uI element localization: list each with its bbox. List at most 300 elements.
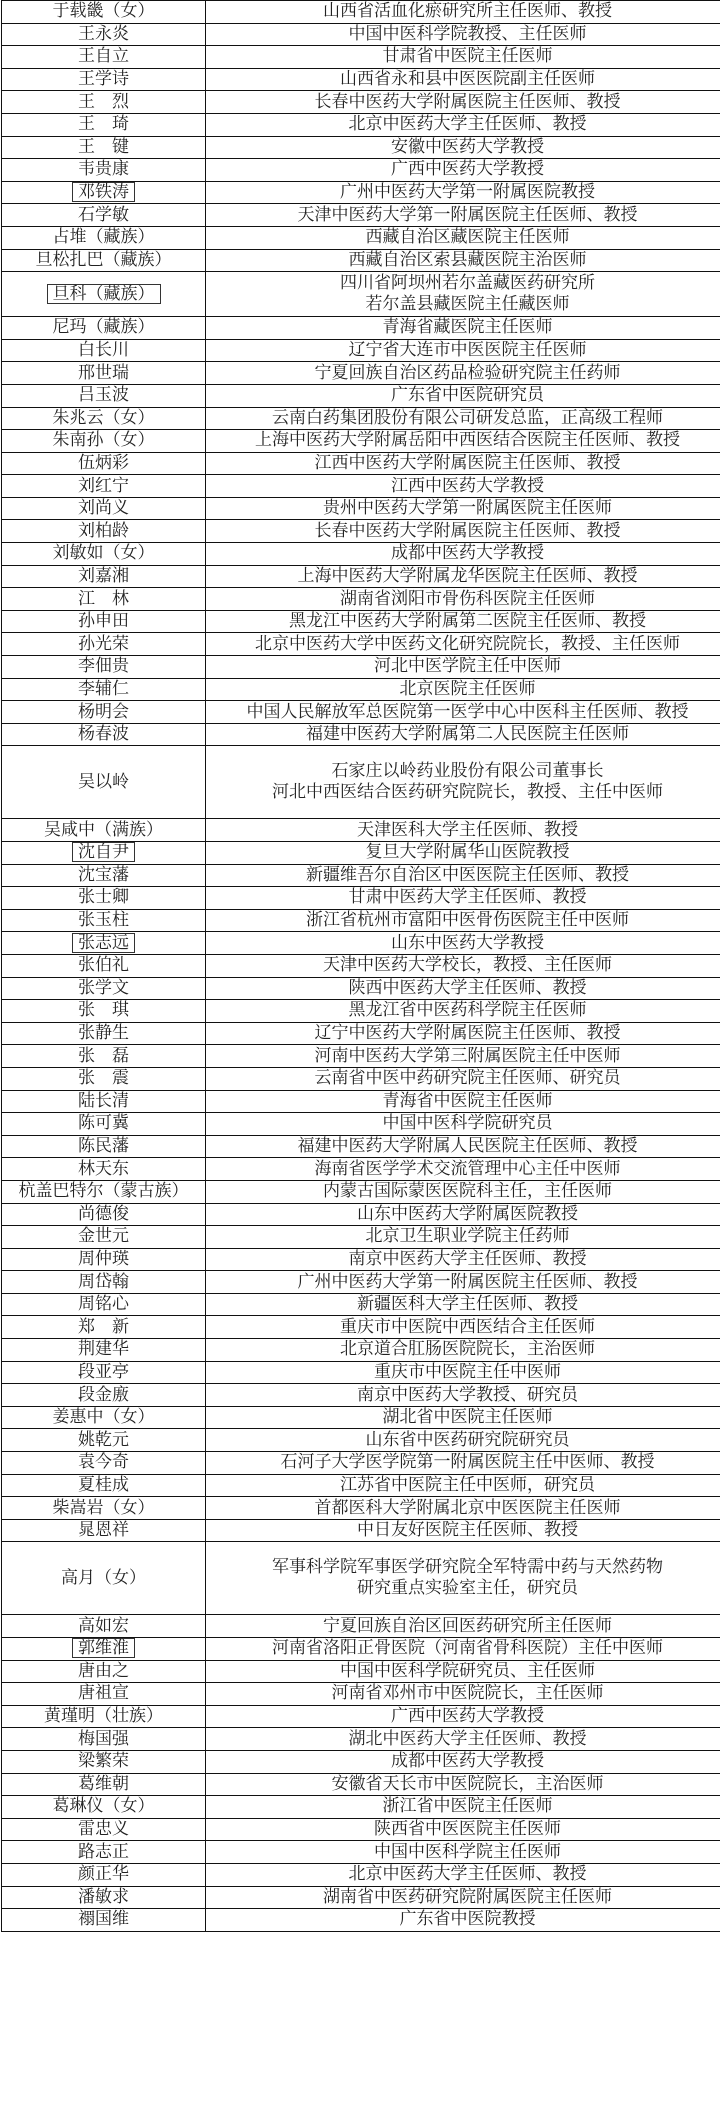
affiliation-line: 南京中医药大学主任医师、教授 xyxy=(348,1248,587,1269)
person-name: 张 琪 xyxy=(78,1000,129,1021)
person-name: 姜惠中（女） xyxy=(52,1407,155,1428)
person-name: 张志远 xyxy=(72,933,135,953)
affiliation-line: 广东省中医院教授 xyxy=(399,1909,536,1930)
affiliation-cell xyxy=(206,159,720,182)
person-name: 潘敏求 xyxy=(78,1886,129,1907)
affiliation-line: 山东省中医药研究院研究员 xyxy=(365,1429,570,1450)
name-cell xyxy=(2,543,206,566)
table-row xyxy=(2,1452,720,1475)
affiliation-line: 山东中医药大学附属医院教授 xyxy=(357,1203,578,1224)
table-row xyxy=(2,678,720,701)
table-row xyxy=(2,1728,720,1751)
affiliation-line: 研究重点实验室主任，研究员 xyxy=(357,1578,578,1599)
person-name: 旦科（藏族） xyxy=(47,284,161,304)
affiliation-cell xyxy=(206,181,720,204)
name-cell xyxy=(2,819,206,842)
affiliation-line: 陕西省中医医院主任医师 xyxy=(374,1819,561,1840)
affiliation-line: 江西中医药大学教授 xyxy=(391,475,544,496)
table-row xyxy=(2,1067,720,1090)
person-name: 孙光荣 xyxy=(78,633,129,654)
person-name: 梅国强 xyxy=(78,1728,129,1749)
person-name: 占堆（藏族） xyxy=(52,227,155,248)
table-row xyxy=(2,362,720,385)
name-cell xyxy=(2,497,206,520)
table-row xyxy=(2,932,720,955)
person-name: 旦松扎巴（藏族） xyxy=(35,249,172,270)
name-cell xyxy=(2,520,206,543)
table-row xyxy=(2,407,720,430)
affiliation-cell xyxy=(206,249,720,272)
person-name: 张玉柱 xyxy=(78,910,129,931)
name-cell xyxy=(2,1180,206,1203)
name-cell xyxy=(2,1542,206,1615)
affiliation-cell xyxy=(206,954,720,977)
name-cell xyxy=(2,1796,206,1819)
name-cell xyxy=(2,746,206,819)
name-cell xyxy=(2,1429,206,1452)
affiliation-line: 北京中医药大学中医药文化研究院院长，教授、主任医师 xyxy=(255,633,680,654)
table-row xyxy=(2,1406,720,1429)
affiliation-cell xyxy=(206,1248,720,1271)
person-name: 袁今奇 xyxy=(78,1452,129,1473)
affiliation-cell xyxy=(206,1045,720,1068)
affiliation-cell xyxy=(206,1638,720,1661)
affiliation-line: 四川省阿坝州若尔盖藏医药研究所 xyxy=(340,273,595,294)
affiliation-line: 青海省中医院主任医师 xyxy=(382,1090,553,1111)
affiliation-line: 重庆市中医院中西医结合主任医师 xyxy=(340,1316,595,1337)
affiliation-cell xyxy=(206,272,720,317)
person-name: 夏桂成 xyxy=(78,1474,129,1495)
affiliation-cell xyxy=(206,1886,720,1909)
affiliation-line: 成都中医药大学教授 xyxy=(391,1751,544,1772)
person-name: 金世元 xyxy=(78,1226,129,1247)
affiliation-line: 石家庄以岭药业股份有限公司董事长 xyxy=(331,761,604,782)
affiliation-cell xyxy=(206,656,720,679)
affiliation-line: 湖南省中医药研究院附属医院主任医师 xyxy=(323,1886,612,1907)
name-cell xyxy=(2,452,206,475)
name-cell xyxy=(2,1474,206,1497)
name-cell xyxy=(2,1705,206,1728)
affiliation-line: 重庆市中医院主任中医师 xyxy=(374,1361,561,1382)
person-name: 尼玛（藏族） xyxy=(52,317,155,338)
person-name: 石学敏 xyxy=(78,204,129,225)
affiliation-line: 湖北中医药大学主任医师、教授 xyxy=(348,1728,587,1749)
table-row xyxy=(2,159,720,182)
award-list-table xyxy=(1,0,720,1932)
name-cell xyxy=(2,954,206,977)
person-name: 吴以岭 xyxy=(78,771,129,792)
person-name: 刘敏如（女） xyxy=(52,543,155,564)
table-row xyxy=(2,1339,720,1362)
table-row xyxy=(2,1474,720,1497)
affiliation-cell xyxy=(206,317,720,340)
table-row xyxy=(2,113,720,136)
person-name: 刘嘉湘 xyxy=(78,565,129,586)
name-cell xyxy=(2,1886,206,1909)
affiliation-line: 安徽省天长市中医院院长，主治医师 xyxy=(331,1773,604,1794)
affiliation-cell xyxy=(206,1728,720,1751)
person-name: 吕玉波 xyxy=(78,385,129,406)
name-cell xyxy=(2,864,206,887)
affiliation-cell xyxy=(206,1452,720,1475)
affiliation-line: 广州中医药大学第一附属医院教授 xyxy=(340,182,595,203)
table-row xyxy=(2,633,720,656)
name-cell xyxy=(2,909,206,932)
table-row xyxy=(2,384,720,407)
table-row xyxy=(2,1113,720,1136)
affiliation-cell xyxy=(206,1683,720,1706)
person-name: 杨明会 xyxy=(78,701,129,722)
affiliation-cell xyxy=(206,384,720,407)
affiliation-line: 中国中医科学院研究员 xyxy=(382,1113,553,1134)
table-row xyxy=(2,977,720,1000)
name-cell xyxy=(2,339,206,362)
person-name: 杭盖巴特尔（蒙古族） xyxy=(18,1181,189,1202)
affiliation-line: 河南中医药大学第三附属医院主任中医师 xyxy=(314,1045,621,1066)
affiliation-line: 宁夏回族自治区药品检验研究院主任药师 xyxy=(314,362,621,383)
affiliation-cell xyxy=(206,1022,720,1045)
affiliation-cell xyxy=(206,1384,720,1407)
table-row xyxy=(2,1638,720,1661)
affiliation-line: 军事科学院军事医学研究院全军特需中药与天然药物 xyxy=(272,1557,663,1578)
affiliation-cell xyxy=(206,1818,720,1841)
name-cell xyxy=(2,1773,206,1796)
affiliation-cell xyxy=(206,1841,720,1864)
table-row xyxy=(2,1,720,24)
affiliation-line: 成都中医药大学教授 xyxy=(391,543,544,564)
affiliation-cell xyxy=(206,68,720,91)
name-cell xyxy=(2,1361,206,1384)
name-cell xyxy=(2,136,206,159)
affiliation-cell xyxy=(206,1429,720,1452)
table-row xyxy=(2,1909,720,1932)
affiliation-cell xyxy=(206,1660,720,1683)
table-row xyxy=(2,46,720,69)
person-name: 朱南孙（女） xyxy=(52,430,155,451)
table-row xyxy=(2,723,720,746)
table-row xyxy=(2,1773,720,1796)
person-name: 王自立 xyxy=(78,46,129,67)
name-cell xyxy=(2,977,206,1000)
table-row xyxy=(2,1818,720,1841)
person-name: 沈宝藩 xyxy=(78,864,129,885)
affiliation-cell xyxy=(206,610,720,633)
affiliation-line: 山西省永和县中医医院副主任医师 xyxy=(340,69,595,90)
affiliation-line: 辽宁省大连市中医医院主任医师 xyxy=(348,340,587,361)
name-cell xyxy=(2,113,206,136)
affiliation-line: 宁夏回族自治区回医药研究所主任医师 xyxy=(323,1615,612,1636)
name-cell xyxy=(2,1728,206,1751)
name-cell xyxy=(2,1113,206,1136)
person-name: 姚乾元 xyxy=(78,1429,129,1450)
table-row xyxy=(2,1841,720,1864)
table-row xyxy=(2,91,720,114)
affiliation-line: 河北中西医结合医药研究院院长，教授、主任中医师 xyxy=(272,782,663,803)
person-name: 陈民藩 xyxy=(78,1136,129,1157)
person-name: 王学诗 xyxy=(78,69,129,90)
name-cell xyxy=(2,91,206,114)
affiliation-line: 新疆医科大学主任医师、教授 xyxy=(357,1294,578,1315)
name-cell xyxy=(2,181,206,204)
name-cell xyxy=(2,1248,206,1271)
person-name: 张 震 xyxy=(78,1068,129,1089)
affiliation-cell xyxy=(206,1909,720,1932)
affiliation-line: 浙江省杭州市富阳中医骨伤医院主任中医师 xyxy=(306,910,629,931)
name-cell xyxy=(2,1841,206,1864)
table-row xyxy=(2,475,720,498)
affiliation-line: 辽宁中医药大学附属医院主任医师、教授 xyxy=(314,1023,621,1044)
affiliation-line: 江西中医药大学附属医院主任医师、教授 xyxy=(314,452,621,473)
table-row xyxy=(2,23,720,46)
person-name: 江 林 xyxy=(78,588,129,609)
person-name: 颜正华 xyxy=(78,1864,129,1885)
name-cell xyxy=(2,249,206,272)
name-cell xyxy=(2,1158,206,1181)
affiliation-line: 湖南省浏阳市骨伤科医院主任医师 xyxy=(340,588,595,609)
affiliation-line: 天津中医药大学第一附属医院主任医师、教授 xyxy=(297,204,638,225)
person-name: 郭维淮 xyxy=(72,1638,135,1658)
name-cell xyxy=(2,226,206,249)
affiliation-cell xyxy=(206,339,720,362)
table-row xyxy=(2,1045,720,1068)
person-name: 尚德俊 xyxy=(78,1203,129,1224)
affiliation-cell xyxy=(206,1293,720,1316)
affiliation-cell xyxy=(206,633,720,656)
affiliation-cell xyxy=(206,1863,720,1886)
affiliation-cell xyxy=(206,565,720,588)
person-name: 周仲瑛 xyxy=(78,1248,129,1269)
table-row xyxy=(2,226,720,249)
person-name: 李辅仁 xyxy=(78,678,129,699)
person-name: 王 烈 xyxy=(78,91,129,112)
table-row xyxy=(2,1429,720,1452)
table-row xyxy=(2,272,720,317)
affiliation-cell xyxy=(206,362,720,385)
person-name: 周岱翰 xyxy=(78,1271,129,1292)
affiliation-cell xyxy=(206,746,720,819)
affiliation-line: 若尔盖县藏医院主任藏医师 xyxy=(365,294,570,315)
table-row xyxy=(2,819,720,842)
affiliation-line: 北京道合肛肠医院院长，主治医师 xyxy=(340,1339,595,1360)
person-name: 高如宏 xyxy=(78,1615,129,1636)
affiliation-cell xyxy=(206,1158,720,1181)
name-cell xyxy=(2,68,206,91)
affiliation-line: 山东中医药大学教授 xyxy=(391,932,544,953)
affiliation-line: 黑龙江中医药大学附属第二医院主任医师、教授 xyxy=(289,611,646,632)
table-row xyxy=(2,954,720,977)
affiliation-cell xyxy=(206,1339,720,1362)
name-cell xyxy=(2,588,206,611)
affiliation-line: 广西中医药大学教授 xyxy=(391,1706,544,1727)
affiliation-line: 福建中医药大学附属第二人民医院主任医师 xyxy=(306,724,629,745)
affiliation-cell xyxy=(206,1271,720,1294)
person-name: 于载畿（女） xyxy=(52,1,155,22)
affiliation-cell xyxy=(206,1615,720,1638)
person-name: 孙申田 xyxy=(78,611,129,632)
name-cell xyxy=(2,1818,206,1841)
person-name: 段亚亭 xyxy=(78,1361,129,1382)
name-cell xyxy=(2,23,206,46)
affiliation-cell xyxy=(206,452,720,475)
affiliation-cell xyxy=(206,226,720,249)
person-name: 刘红宁 xyxy=(78,475,129,496)
name-cell xyxy=(2,701,206,724)
table-row xyxy=(2,1886,720,1909)
person-name: 唐祖宣 xyxy=(78,1683,129,1704)
person-name: 张静生 xyxy=(78,1023,129,1044)
person-name: 邓铁涛 xyxy=(72,182,135,202)
affiliation-cell xyxy=(206,887,720,910)
affiliation-line: 甘肃中医药大学主任医师、教授 xyxy=(348,887,587,908)
name-cell xyxy=(2,1045,206,1068)
affiliation-cell xyxy=(206,588,720,611)
table-row xyxy=(2,1542,720,1615)
table-row xyxy=(2,1203,720,1226)
affiliation-cell xyxy=(206,1067,720,1090)
affiliation-cell xyxy=(206,136,720,159)
affiliation-cell xyxy=(206,1,720,24)
name-cell xyxy=(2,1750,206,1773)
person-name: 朱兆云（女） xyxy=(52,407,155,428)
name-cell xyxy=(2,1615,206,1638)
table-row xyxy=(2,1361,720,1384)
affiliation-line: 广州中医药大学第一附属医院主任医师、教授 xyxy=(297,1271,638,1292)
affiliation-line: 云南白药集团股份有限公司研发总监，正高级工程师 xyxy=(272,407,663,428)
table-row xyxy=(2,452,720,475)
affiliation-cell xyxy=(206,1000,720,1023)
person-name: 路志正 xyxy=(78,1841,129,1862)
name-cell xyxy=(2,633,206,656)
person-name: 王 琦 xyxy=(78,114,129,135)
table-row xyxy=(2,1180,720,1203)
name-cell xyxy=(2,1000,206,1023)
table-row xyxy=(2,1022,720,1045)
person-name: 张士卿 xyxy=(78,887,129,908)
affiliation-line: 天津中医药大学校长，教授、主任医师 xyxy=(323,955,612,976)
person-name: 王 键 xyxy=(78,136,129,157)
affiliation-line: 山西省活血化瘀研究所主任医师、教授 xyxy=(323,1,612,22)
table-row xyxy=(2,1293,720,1316)
table-row xyxy=(2,181,720,204)
person-name: 陈可冀 xyxy=(78,1113,129,1134)
person-name: 梁繁荣 xyxy=(78,1751,129,1772)
name-cell xyxy=(2,1067,206,1090)
person-name: 邢世瑞 xyxy=(78,362,129,383)
affiliation-line: 北京中医药大学主任医师、教授 xyxy=(348,1864,587,1885)
person-name: 林天东 xyxy=(78,1158,129,1179)
table-row xyxy=(2,588,720,611)
name-cell xyxy=(2,565,206,588)
affiliation-cell xyxy=(206,1113,720,1136)
affiliation-cell xyxy=(206,543,720,566)
name-cell xyxy=(2,1519,206,1542)
affiliation-line: 贵州中医药大学第一附属医院主任医师 xyxy=(323,498,612,519)
affiliation-cell xyxy=(206,407,720,430)
affiliation-cell xyxy=(206,91,720,114)
affiliation-cell xyxy=(206,1203,720,1226)
person-name: 李佃贵 xyxy=(78,656,129,677)
person-name: 杨春波 xyxy=(78,724,129,745)
name-cell xyxy=(2,1226,206,1249)
affiliation-line: 北京卫生职业学院主任药师 xyxy=(365,1226,570,1247)
affiliation-cell xyxy=(206,932,720,955)
affiliation-cell xyxy=(206,46,720,69)
name-cell xyxy=(2,475,206,498)
person-name: 陆长清 xyxy=(78,1090,129,1111)
affiliation-line: 黑龙江省中医药科学院主任医师 xyxy=(348,1000,587,1021)
person-name: 沈自尹 xyxy=(72,842,135,862)
affiliation-line: 首都医科大学附属北京中医医院主任医师 xyxy=(314,1497,621,1518)
name-cell xyxy=(2,204,206,227)
person-name: 黄瑾明（壮族） xyxy=(44,1706,163,1727)
affiliation-line: 南京中医药大学教授、研究员 xyxy=(357,1384,578,1405)
affiliation-line: 云南省中医中药研究院主任医师、研究员 xyxy=(314,1068,621,1089)
name-cell xyxy=(2,1022,206,1045)
affiliation-line: 江苏省中医院主任中医师，研究员 xyxy=(340,1474,595,1495)
table-row xyxy=(2,520,720,543)
name-cell xyxy=(2,1683,206,1706)
table-row xyxy=(2,497,720,520)
table-row xyxy=(2,1750,720,1773)
table-row xyxy=(2,1000,720,1023)
affiliation-line: 西藏自治区藏医院主任医师 xyxy=(365,227,570,248)
table-body xyxy=(2,1,720,1932)
person-name: 荆建华 xyxy=(78,1339,129,1360)
table-row xyxy=(2,1135,720,1158)
affiliation-cell xyxy=(206,1474,720,1497)
affiliation-line: 河南省洛阳正骨医院（河南省骨科医院）主任中医师 xyxy=(272,1638,663,1659)
affiliation-line: 福建中医药大学附属人民医院主任医师、教授 xyxy=(297,1136,638,1157)
affiliation-line: 广东省中医院研究员 xyxy=(391,385,544,406)
affiliation-line: 石河子大学医学院第一附属医院主任中医师、教授 xyxy=(280,1452,655,1473)
table-row xyxy=(2,543,720,566)
table-row xyxy=(2,864,720,887)
affiliation-line: 西藏自治区索县藏医院主治医师 xyxy=(348,249,587,270)
person-name: 禤国维 xyxy=(78,1909,129,1930)
affiliation-cell xyxy=(206,977,720,1000)
affiliation-line: 中国中医科学院研究员、主任医师 xyxy=(340,1660,595,1681)
person-name: 刘柏龄 xyxy=(78,520,129,541)
affiliation-cell xyxy=(206,1497,720,1520)
name-cell xyxy=(2,887,206,910)
affiliation-line: 安徽中医药大学教授 xyxy=(391,136,544,157)
name-cell xyxy=(2,1090,206,1113)
person-name: 段金廒 xyxy=(78,1384,129,1405)
name-cell xyxy=(2,1497,206,1520)
name-cell xyxy=(2,430,206,453)
table-row xyxy=(2,317,720,340)
affiliation-line: 新疆维吾尔自治区中医医院主任医师、教授 xyxy=(306,864,629,885)
affiliation-line: 中日友好医院主任医师、教授 xyxy=(357,1520,578,1541)
table-row xyxy=(2,565,720,588)
table-row xyxy=(2,701,720,724)
name-cell xyxy=(2,1293,206,1316)
name-cell xyxy=(2,842,206,865)
affiliation-cell xyxy=(206,909,720,932)
affiliation-cell xyxy=(206,204,720,227)
name-cell xyxy=(2,159,206,182)
person-name: 高月（女） xyxy=(61,1567,146,1588)
table-row xyxy=(2,1519,720,1542)
table-row xyxy=(2,887,720,910)
affiliation-cell xyxy=(206,1796,720,1819)
name-cell xyxy=(2,272,206,317)
person-name: 韦贵康 xyxy=(78,159,129,180)
affiliation-line: 海南省医学学术交流管理中心主任中医师 xyxy=(314,1158,621,1179)
name-cell xyxy=(2,46,206,69)
affiliation-cell xyxy=(206,1773,720,1796)
name-cell xyxy=(2,1135,206,1158)
